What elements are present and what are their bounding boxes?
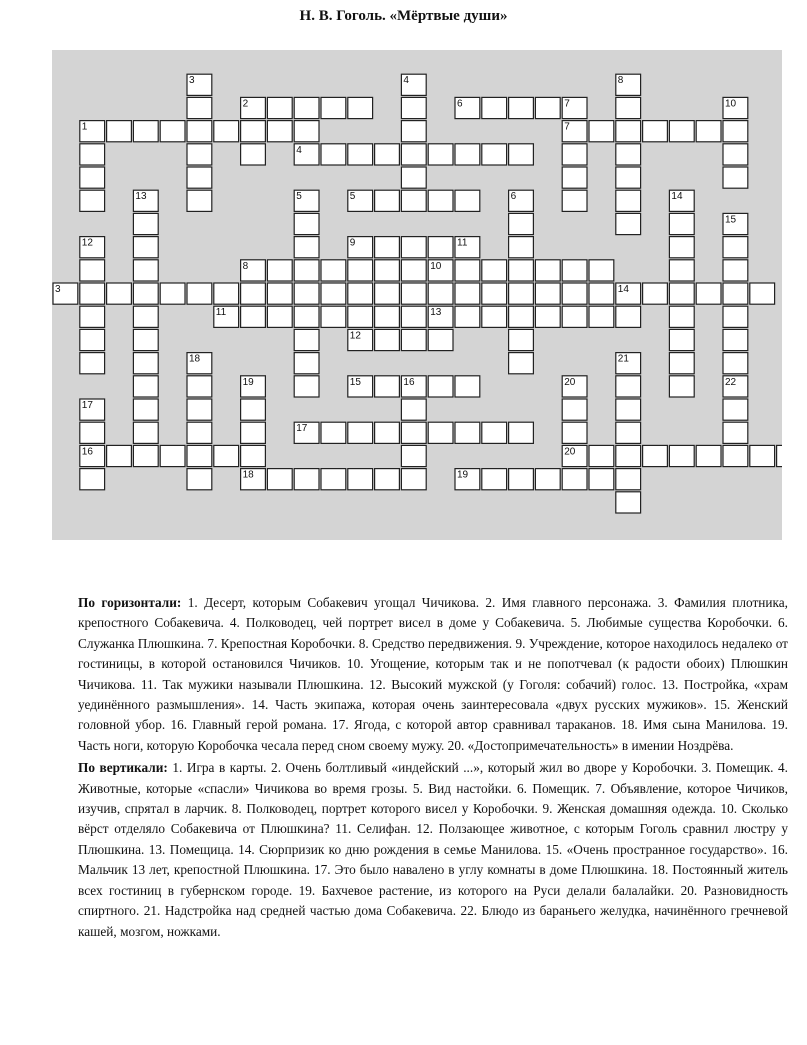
crossword-cell[interactable] (80, 353, 105, 374)
crossword-cell[interactable] (723, 121, 748, 142)
crossword-cell[interactable] (723, 260, 748, 281)
cell-number-label: 7 (564, 121, 570, 133)
vertical-clues-text: 1. Игра в карты. 2. Очень болтливый «индейский ...», который жил во дворе у Коробочки. 3. Помещик. 4. Животные, которые «спасли» Чичикова во время грозы. 5. Вид настойки. 6. Помещик. 7. Объявление, которое Чичиков, изучив, спрятал в ларчик. 8. Полководец, портрет которого висел у Коробочки. 9. Женская домашняя одежда. 10. Сколько вёрст отделяло Собакевича от Плюшкина? 11. Селифан. 12. Ползающее животное, с которым Гоголь сравнил люстру у Плюшкина. 13. Помещица. 14. Сюрпризик ко дню рождения в семье Манилова. 15. «Очень пространное государство». 16. Мальчик 13 лет, крепостной Плюшкина. 17. Это было навалено в углу комнаты в доме Плюшкина. 18. Постоянный житель всех гостиниц в губернском городе. 19. Бахчевое растение, из которого на Руси делали балалайки. 20. Разновидность спиртного. 21. Надстройка над средней частью дома Собакевича. 22. Блюдо из бараньего желудка, начинённого гречневой кашей, мозгом, ножками. (78, 760, 788, 939)
crossword-cell[interactable] (616, 144, 641, 165)
crossword-cell[interactable] (267, 306, 292, 327)
crossword-cell[interactable] (616, 469, 641, 490)
crossword-cell[interactable] (455, 260, 480, 281)
cell-number-label: 20 (564, 376, 576, 388)
crossword-cell[interactable] (321, 144, 346, 165)
crossword-cell[interactable] (589, 283, 614, 304)
crossword-cell[interactable] (241, 306, 266, 327)
crossword-cell[interactable] (509, 213, 534, 234)
crossword-cell[interactable] (428, 237, 453, 258)
crossword-cell[interactable] (133, 283, 158, 304)
crossword-cell[interactable] (562, 190, 587, 211)
crossword-cell[interactable] (401, 121, 426, 142)
crossword-cell[interactable] (294, 213, 319, 234)
crossword-cell[interactable] (589, 445, 614, 466)
crossword-cell[interactable] (80, 167, 105, 188)
crossword-cell[interactable] (455, 190, 480, 211)
crossword-cell[interactable] (509, 144, 534, 165)
crossword-cell[interactable] (455, 283, 480, 304)
crossword-cell[interactable] (616, 399, 641, 420)
crossword-cell[interactable] (321, 306, 346, 327)
crossword-cell[interactable] (348, 469, 373, 490)
crossword-cell[interactable] (294, 469, 319, 490)
crossword-cell[interactable] (133, 376, 158, 397)
crossword-cell[interactable] (294, 260, 319, 281)
crossword-cell[interactable] (214, 283, 239, 304)
crossword-cell[interactable] (616, 213, 641, 234)
crossword-cell[interactable] (616, 492, 641, 513)
crossword-cell[interactable] (482, 306, 507, 327)
crossword-cell[interactable] (723, 445, 748, 466)
crossword-cell[interactable] (562, 422, 587, 443)
cell-number-label: 13 (135, 191, 147, 203)
crossword-cell[interactable] (133, 237, 158, 258)
crossword-cell[interactable] (616, 167, 641, 188)
crossword-cell[interactable] (187, 190, 212, 211)
cell-number-label: 17 (296, 423, 308, 435)
crossword-cell[interactable] (241, 121, 266, 142)
crossword-cell[interactable] (482, 469, 507, 490)
cell-number-label: 4 (403, 75, 409, 87)
crossword-cell[interactable] (696, 445, 721, 466)
crossword-cell[interactable] (294, 97, 319, 118)
crossword-cell[interactable] (80, 190, 105, 211)
crossword-cell[interactable] (80, 469, 105, 490)
crossword-cell[interactable] (241, 283, 266, 304)
cell-number-label: 15 (725, 214, 737, 226)
crossword-cell[interactable] (375, 144, 400, 165)
crossword-cell[interactable] (589, 121, 614, 142)
crossword-cell[interactable] (375, 329, 400, 350)
horizontal-clues (78, 593, 788, 756)
crossword-cell[interactable] (723, 353, 748, 374)
crossword-cell[interactable] (428, 144, 453, 165)
crossword-cell[interactable] (160, 445, 185, 466)
cell-number-label: 12 (349, 330, 361, 342)
crossword-cell[interactable] (401, 329, 426, 350)
crossword-cell[interactable] (187, 469, 212, 490)
crossword-cell[interactable] (723, 306, 748, 327)
crossword-cell[interactable] (589, 469, 614, 490)
cell-number-label: 18 (242, 469, 254, 481)
crossword-cell[interactable] (80, 260, 105, 281)
crossword-cell[interactable] (294, 353, 319, 374)
crossword-cell[interactable] (616, 445, 641, 466)
crossword-cell[interactable] (187, 376, 212, 397)
cell-number-label: 11 (457, 237, 468, 249)
crossword-cell[interactable] (696, 121, 721, 142)
crossword-cell[interactable] (669, 306, 694, 327)
crossword-cell[interactable] (535, 97, 560, 118)
cell-number-label: 7 (564, 98, 570, 110)
crossword-cell[interactable] (214, 121, 239, 142)
cell-number-label: 10 (725, 98, 737, 110)
crossword-cell[interactable] (321, 97, 346, 118)
crossword-cell[interactable] (160, 121, 185, 142)
cell-number-label: 20 (564, 446, 576, 458)
crossword-cell[interactable] (267, 260, 292, 281)
crossword-cell[interactable] (401, 144, 426, 165)
crossword-cell[interactable] (294, 121, 319, 142)
crossword-cell[interactable] (643, 283, 668, 304)
crossword-cell[interactable] (723, 237, 748, 258)
crossword-cell[interactable] (562, 399, 587, 420)
crossword-cell[interactable] (455, 144, 480, 165)
cell-number-label: 10 (430, 260, 442, 272)
cell-number-label: 16 (81, 446, 93, 458)
crossword-cell[interactable] (294, 376, 319, 397)
crossword-cell[interactable] (214, 445, 239, 466)
crossword-cell[interactable] (455, 306, 480, 327)
crossword-cell[interactable] (616, 190, 641, 211)
crossword-cell[interactable] (455, 422, 480, 443)
crossword-cell[interactable] (133, 399, 158, 420)
crossword-cell[interactable] (562, 469, 587, 490)
crossword-cell[interactable] (241, 144, 266, 165)
crossword-cell[interactable] (133, 306, 158, 327)
crossword-cell[interactable] (187, 283, 212, 304)
crossword-cell[interactable] (267, 283, 292, 304)
crossword-cell[interactable] (133, 213, 158, 234)
crossword-cell[interactable] (321, 469, 346, 490)
crossword-cell[interactable] (509, 422, 534, 443)
crossword-cell[interactable] (509, 469, 534, 490)
cell-number-label: 3 (55, 284, 61, 295)
crossword-cell[interactable] (241, 422, 266, 443)
crossword-cell[interactable] (160, 283, 185, 304)
crossword-cell[interactable] (241, 399, 266, 420)
crossword-cell[interactable] (562, 306, 587, 327)
crossword-cell[interactable] (133, 329, 158, 350)
crossword-cell[interactable] (669, 283, 694, 304)
crossword-cell[interactable] (535, 306, 560, 327)
crossword-cell[interactable] (428, 190, 453, 211)
crossword-cell[interactable] (375, 283, 400, 304)
crossword-cell[interactable] (669, 237, 694, 258)
crossword-cell[interactable] (669, 329, 694, 350)
crossword-cell[interactable] (401, 237, 426, 258)
crossword-cell[interactable] (750, 283, 775, 304)
crossword-cell[interactable] (535, 283, 560, 304)
cell-number-label: 16 (403, 376, 415, 388)
crossword-cell[interactable] (669, 445, 694, 466)
crossword-cell[interactable] (133, 445, 158, 466)
cell-number-label: 5 (296, 191, 302, 203)
crossword-cell[interactable] (482, 260, 507, 281)
cell-number-label: 22 (725, 376, 737, 388)
cell-number-label: 6 (510, 191, 517, 203)
cell-number-label: 3 (189, 75, 195, 87)
crossword-cell[interactable] (723, 399, 748, 420)
crossword-cell[interactable] (107, 445, 132, 466)
crossword-cell[interactable] (348, 97, 373, 118)
crossword-cell[interactable] (375, 237, 400, 258)
horizontal-title: По горизонтали: (78, 595, 182, 610)
crossword-cell[interactable] (455, 376, 480, 397)
crossword-cell[interactable] (401, 399, 426, 420)
crossword-cell[interactable] (482, 144, 507, 165)
crossword-cell[interactable] (133, 260, 158, 281)
crossword-cell[interactable] (401, 97, 426, 118)
crossword-cell[interactable] (562, 260, 587, 281)
crossword-cell[interactable] (401, 283, 426, 304)
crossword-cell[interactable] (187, 422, 212, 443)
crossword-cell[interactable] (375, 190, 400, 211)
crossword-cell[interactable] (643, 445, 668, 466)
crossword-cell[interactable] (133, 422, 158, 443)
crossword-cell[interactable] (187, 445, 212, 466)
cell-number-label: 19 (457, 469, 469, 481)
crossword-cell[interactable] (294, 237, 319, 258)
crossword-cell[interactable] (187, 167, 212, 188)
horizontal-clues-text: 1. Десерт, которым Собакевич угощал Чичикова. 2. Имя главного персонажа. 3. Фамилия плотника, крепостного Собакевича. 4. Полководец, чей портрет висел в доме у Собакевича. 5. Любимые существа Коробочки. 6. Служанка Плюшкина. 7. Крепостная Коробочки. 8. Средство передвижения. 9. Учреждение, которое находилось недалеко от гостиницы, в которой остановился Чичиков. 10. Угощение, которым так и не попотчевал (к радости обоих) Плюшкин Чичикова. 11. Так мужики называли Плюшкина. 12. Высокий мужской (у Гоголя: собачий) голос. 13. Постройка, «храм уединённого размышления». 14. Часть экипажа, которая очень заинтересовала «двух русских мужиков». 15. Женский головной убор. 16. Главный герой романа. 17. Ягода, с которой автор сравнивал тараканов. 18. Имя сына Манилова. 19. Часть ноги, которую Коробочка чесала перед сном своему мужу. 20. «Достопримечательность» в имении Ноздрёва. (78, 595, 789, 753)
crossword-cell[interactable] (348, 283, 373, 304)
crossword-cell[interactable] (428, 422, 453, 443)
crossword-cell[interactable] (616, 97, 641, 118)
cell-number-label: 5 (349, 191, 356, 203)
crossword-cell[interactable] (294, 283, 319, 304)
crossword-cell[interactable] (401, 306, 426, 327)
crossword-cell[interactable] (241, 445, 266, 466)
crossword-cell[interactable] (401, 422, 426, 443)
crossword-cell[interactable] (482, 97, 507, 118)
crossword-cell[interactable] (80, 422, 105, 443)
cell-number-label: 19 (242, 376, 254, 388)
crossword-cell[interactable] (535, 469, 560, 490)
crossword-cell[interactable] (348, 422, 373, 443)
crossword-cell[interactable] (535, 260, 560, 281)
crossword-cell[interactable] (643, 121, 668, 142)
crossword-cell[interactable] (187, 121, 212, 142)
crossword-cell[interactable] (401, 260, 426, 281)
crossword-cell[interactable] (562, 167, 587, 188)
cell-number-label: 17 (81, 400, 93, 411)
cell-number-label: 9 (349, 237, 356, 249)
crossword-cell[interactable] (321, 260, 346, 281)
crossword-cell[interactable] (133, 121, 158, 142)
crossword-cell[interactable] (321, 283, 346, 304)
crossword-cell[interactable] (294, 329, 319, 350)
cell-number-label: 14 (671, 191, 683, 203)
crossword-cell[interactable] (669, 353, 694, 374)
crossword-cell[interactable] (616, 376, 641, 397)
cell-number-label: 8 (617, 75, 624, 87)
page-title: Н. В. Гоголь. «Мёртвые души» (299, 8, 508, 24)
crossword-cell[interactable] (375, 376, 400, 397)
cell-number-label: 14 (617, 284, 629, 295)
crossword-cell[interactable] (375, 260, 400, 281)
cell-number-label: 2 (242, 98, 249, 110)
crossword-cell[interactable] (723, 144, 748, 165)
crossword-cell[interactable] (267, 97, 292, 118)
crossword-cell[interactable] (80, 144, 105, 165)
crossword-cell[interactable] (428, 283, 453, 304)
cell-number-label: 21 (617, 353, 629, 365)
crossword-cell[interactable] (348, 144, 373, 165)
cell-number-label: 11 (215, 307, 227, 319)
crossword-cell[interactable] (723, 422, 748, 443)
crossword-cell[interactable] (187, 144, 212, 165)
crossword-cell[interactable] (80, 283, 105, 304)
crossword-cell[interactable] (616, 121, 641, 142)
crossword-svg (52, 50, 782, 540)
crossword-cell[interactable] (80, 329, 105, 350)
crossword-cell[interactable] (509, 97, 534, 118)
crossword-cell[interactable] (482, 283, 507, 304)
cell-number-label: 12 (81, 237, 93, 249)
crossword-cell[interactable] (509, 353, 534, 374)
crossword-grid (52, 50, 782, 540)
crossword-cell[interactable] (723, 283, 748, 304)
crossword-cell[interactable] (669, 376, 694, 397)
crossword-cell[interactable] (294, 306, 319, 327)
crossword-cell[interactable] (375, 422, 400, 443)
crossword-cell[interactable] (107, 283, 132, 304)
crossword-cell[interactable] (723, 329, 748, 350)
vertical-clues (78, 758, 788, 942)
crossword-cell[interactable] (509, 306, 534, 327)
crossword-cell[interactable] (80, 306, 105, 327)
crossword-cell[interactable] (482, 422, 507, 443)
crossword-cell[interactable] (616, 422, 641, 443)
crossword-cell[interactable] (348, 306, 373, 327)
crossword-cell[interactable] (562, 283, 587, 304)
crossword-cell[interactable] (401, 445, 426, 466)
clues-section (78, 593, 788, 942)
crossword-cell[interactable] (187, 399, 212, 420)
crossword-cell[interactable] (321, 422, 346, 443)
cell-number-label: 18 (189, 353, 201, 365)
crossword-cell[interactable] (509, 329, 534, 350)
crossword-cell[interactable] (669, 213, 694, 234)
crossword-cell[interactable] (428, 376, 453, 397)
crossword-cell[interactable] (669, 121, 694, 142)
crossword-cell[interactable] (375, 306, 400, 327)
crossword-cell[interactable] (723, 167, 748, 188)
crossword-cell[interactable] (616, 306, 641, 327)
crossword-cell[interactable] (401, 167, 426, 188)
crossword-cell[interactable] (669, 260, 694, 281)
crossword-cell[interactable] (267, 121, 292, 142)
crossword-cell[interactable] (589, 306, 614, 327)
cell-number-label: 15 (349, 376, 361, 388)
cell-number-label: 4 (296, 144, 302, 156)
crossword-cell[interactable] (696, 283, 721, 304)
crossword-cell[interactable] (375, 469, 400, 490)
crossword-cell[interactable] (107, 121, 132, 142)
crossword-cell[interactable] (589, 260, 614, 281)
crossword-cell[interactable] (509, 237, 534, 258)
cell-number-label: 6 (457, 98, 463, 110)
vertical-title: По вертикали: (78, 760, 168, 776)
crossword-cell[interactable] (509, 283, 534, 304)
cell-number-label: 13 (430, 307, 442, 319)
crossword-cell[interactable] (509, 260, 534, 281)
crossword-cell[interactable] (777, 445, 782, 466)
crossword-cell[interactable] (133, 353, 158, 374)
crossword-cell[interactable] (401, 190, 426, 211)
crossword-cell[interactable] (428, 329, 453, 350)
crossword-cell[interactable] (750, 445, 775, 466)
cell-number-label: 1 (81, 121, 88, 133)
crossword-cell[interactable] (348, 260, 373, 281)
crossword-cell[interactable] (187, 97, 212, 118)
crossword-cell[interactable] (562, 144, 587, 165)
cell-number-label: 8 (242, 260, 249, 272)
crossword-cell[interactable] (401, 469, 426, 490)
crossword-cell[interactable] (267, 469, 292, 490)
